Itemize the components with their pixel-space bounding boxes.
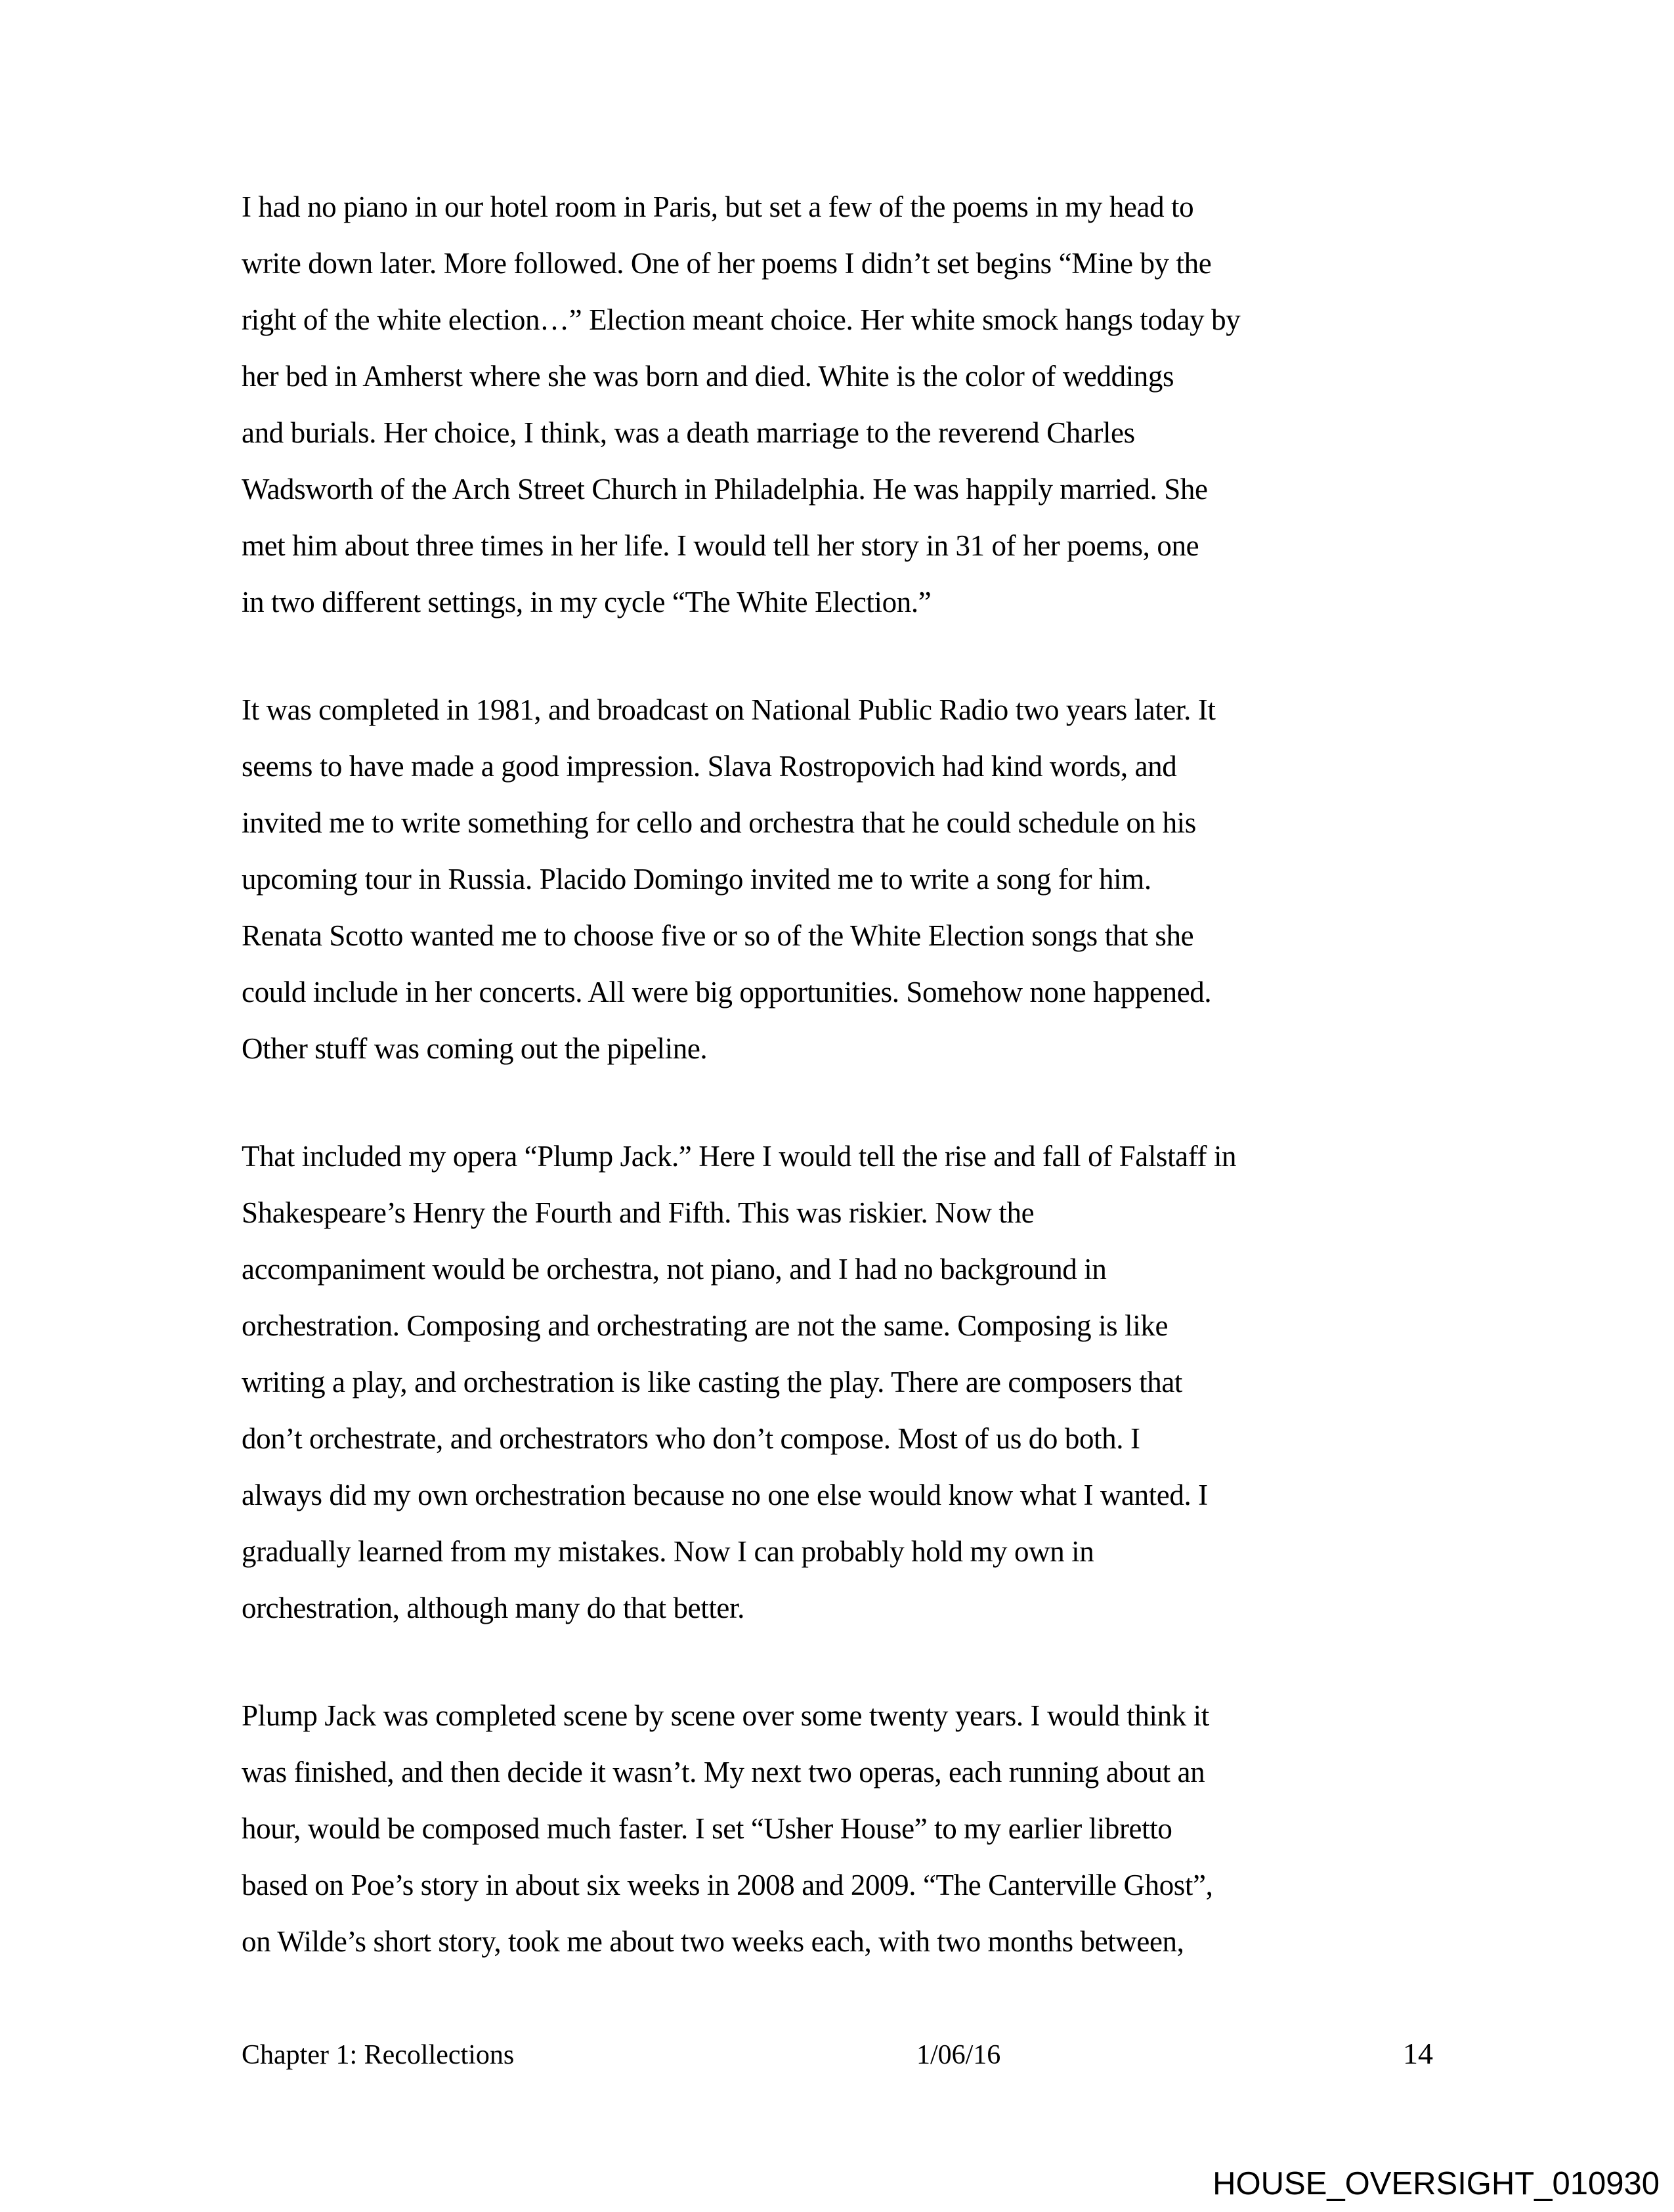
- footer-page-number: 14: [1402, 2037, 1433, 2070]
- text-line: I had no piano in our hotel room in Paris, but set a few of the poems in my head to: [242, 190, 1194, 223]
- text-line: don’t orchestrate, and orchestrators who don’t compose. Most of us do both. I: [242, 1422, 1140, 1455]
- text-line: in two different settings, in my cycle “The White Election.”: [242, 586, 932, 618]
- footer-date: 1/06/16: [916, 2040, 1001, 2070]
- text-line: based on Poe’s story in about six weeks in 2008 and 2009. “The Canterville Ghost”,: [242, 1869, 1213, 1901]
- text-line: was finished, and then decide it wasn’t. My next two operas, each running about an: [242, 1756, 1205, 1789]
- text-line: on Wilde’s short story, took me about two weeks each, with two months between,: [242, 1925, 1184, 1958]
- text-line: write down later. More followed. One of her poems I didn’t set begins “Mine by the: [242, 247, 1212, 280]
- text-line: right of the white election…” Election meant choice. Her white smock hangs today by: [242, 303, 1241, 336]
- text-line: invited me to write something for cello and orchestra that he could schedule on his: [242, 806, 1196, 839]
- text-line: orchestration, although many do that better.: [242, 1592, 744, 1624]
- paragraph: [242, 682, 1438, 1077]
- paragraph: [242, 1687, 1438, 1970]
- text-line: and burials. Her choice, I think, was a death marriage to the reverend Charles: [242, 416, 1135, 449]
- paragraph: [242, 179, 1438, 630]
- page-footer: [242, 2037, 1433, 2072]
- text-line: met him about three times in her life. I would tell her story in 31 of her poems, one: [242, 529, 1199, 562]
- text-line: her bed in Amherst where she was born and died. White is the color of weddings: [242, 360, 1174, 393]
- body-text: [242, 179, 1438, 1970]
- text-line: Plump Jack was completed scene by scene over some twenty years. I would think it: [242, 1699, 1209, 1732]
- text-line: Wadsworth of the Arch Street Church in Philadelphia. He was happily married. She: [242, 473, 1208, 506]
- text-line: writing a play, and orchestration is like casting the play. There are composers that: [242, 1366, 1183, 1399]
- bates-stamp: HOUSE_OVERSIGHT_010930: [1213, 2166, 1660, 2201]
- text-line: seems to have made a good impression. Slava Rostropovich had kind words, and: [242, 750, 1177, 783]
- paragraph: [242, 1128, 1438, 1636]
- text-line: Shakespeare’s Henry the Fourth and Fifth. This was riskier. Now the: [242, 1196, 1035, 1229]
- text-line: always did my own orchestration because no one else would know what I wanted. I: [242, 1479, 1208, 1511]
- footer-chapter-title: Chapter 1: Recollections: [242, 2040, 515, 2070]
- text-line: could include in her concerts. All were big opportunities. Somehow none happened.: [242, 976, 1212, 1008]
- text-line: Other stuff was coming out the pipeline.: [242, 1032, 708, 1065]
- text-line: upcoming tour in Russia. Placido Domingo invited me to write a song for him.: [242, 863, 1151, 896]
- text-line: That included my opera “Plump Jack.” Here I would tell the rise and fall of Falstaff in: [242, 1140, 1237, 1173]
- text-line: accompaniment would be orchestra, not piano, and I had no background in: [242, 1253, 1107, 1286]
- text-line: orchestration. Composing and orchestrating are not the same. Composing is like: [242, 1309, 1169, 1342]
- text-line: gradually learned from my mistakes. Now I can probably hold my own in: [242, 1535, 1094, 1568]
- text-line: It was completed in 1981, and broadcast on National Public Radio two years later. It: [242, 693, 1216, 726]
- text-line: Renata Scotto wanted me to choose five or so of the White Election songs that she: [242, 919, 1194, 952]
- text-line: hour, would be composed much faster. I set “Usher House” to my earlier libretto: [242, 1812, 1172, 1845]
